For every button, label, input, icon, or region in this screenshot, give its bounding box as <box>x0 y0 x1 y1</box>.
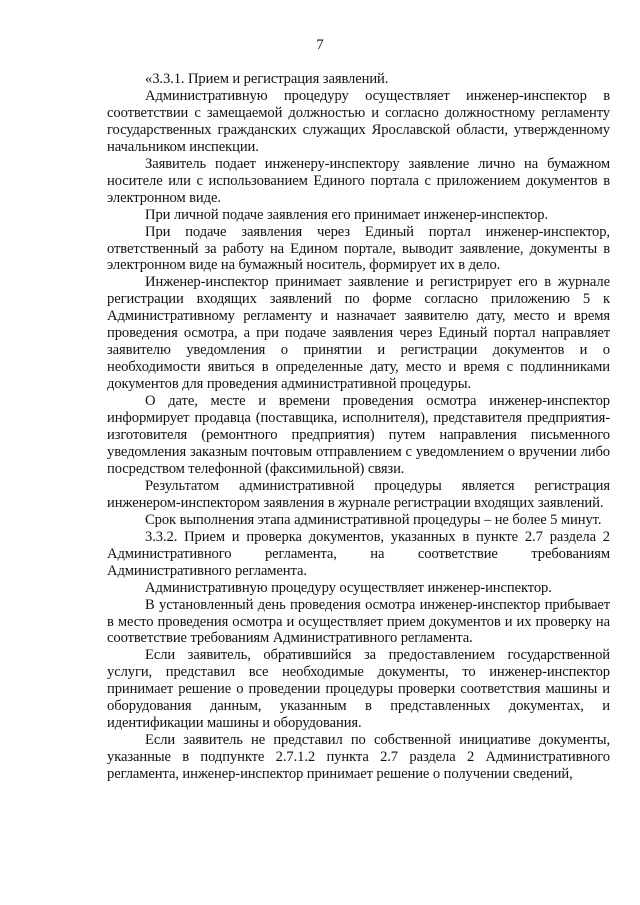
paragraph-3-3-2-heading: 3.3.2. Прием и проверка документов, указанных в пункте 2.7 раздела 2 Административного регламента, на соответствие требованиям Административного регламента. <box>107 528 610 579</box>
paragraph-registration: Инженер-инспектор принимает заявление и регистрирует его в журнале регистрации входящих заявлений по форме согласно приложению 5 к Административному регламенту и назначает заявителю дату, место и время проведения осмотра, а при подаче заявления через Единый портал направляет заявителю уведомления о принятии и регистрации документов и о необходимости явиться в определенные дату, место и время с подлинниками документов для проведения административной процедуры. <box>107 274 610 393</box>
paragraph-portal-submission: При подаче заявления через Единый портал инженер-инспектор, ответственный за работу на Едином портале, выводит заявление, документы в электронном виде на бумажный носитель, формирует их в дело. <box>107 223 610 274</box>
paragraph-inspection-notice: О дате, месте и времени проведения осмотра инженер-инспектор информирует продавца (поставщика, исполнителя), представителя предприятия-изготовителя (ремонтного предприятия) путем направления письменного уведомления заказным почтовым отправлением с уведомлением о вручении либо посредством телефонной (факсимильной) связи. <box>107 393 610 477</box>
paragraph-procedure-executor-2: Административную процедуру осуществляет инженер-инспектор. <box>145 579 552 596</box>
paragraph-all-documents: Если заявитель, обратившийся за предоставлением государственной услуги, представил все необходимые документы, то инженер-инспектор принимает решение о проведении процедуры проверки соответствия машины и оборудования данным, указанным в представленных документах, и идентификации машины и оборудования. <box>107 647 610 732</box>
paragraph-application-submission: Заявитель подает инженеру-инспектору заявление лично на бумажном носителе или с использованием Единого портала с приложением документов в электронном виде. <box>107 155 610 206</box>
paragraph-procedure-executor: Административную процедуру осуществляет инженер-инспектор в соответствии с замещаемой должностью и согласно должностному регламенту государственных гражданских служащих Ярославской области, утвержденному начальником инспекции. <box>107 87 610 155</box>
paragraph-inspection-day: В установленный день проведения осмотра инженер-инспектор прибывает в место проведения осмотра и осуществляет прием документов и их проверку на соответствие требованиям Административного регламента. <box>107 596 610 647</box>
paragraph-procedure-duration: Срок выполнения этапа административной процедуры – не более 5 минут. <box>145 511 602 528</box>
paragraph-missing-documents: Если заявитель не представил по собственной инициативе документы, указанные в подпункте 2.7.1.2 пункта 2.7 раздела 2 Административного регламента, инженер-инспектор принимает решение о получении сведений, <box>107 732 610 783</box>
body-text <box>107 71 610 783</box>
paragraph-3-3-1-heading: «3.3.1. Прием и регистрация заявлений. <box>145 71 389 87</box>
paragraph-personal-submission: При личной подаче заявления его принимает инженер-инспектор. <box>145 206 548 223</box>
paragraph-procedure-result: Результатом административной процедуры является регистрация инженером-инспектором заявления в журнале регистрации входящих заявлений. <box>107 477 610 511</box>
page-number: 7 <box>316 37 324 53</box>
